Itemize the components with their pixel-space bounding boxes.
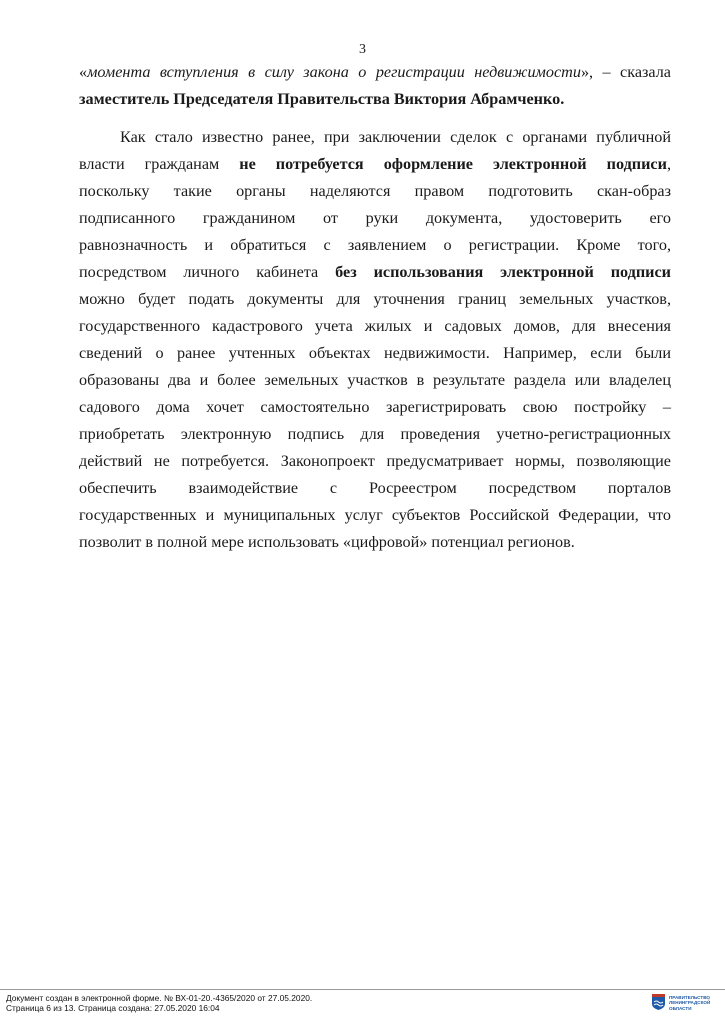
text-line: позволит в полной мере использовать «цифровой» потенциал регионов. — [79, 533, 575, 551]
text-line: можно будет подать документы для уточнения границ земельных участков, — [79, 290, 671, 308]
paragraph-main — [79, 124, 671, 556]
text-line: государственных и муниципальных услуг субъектов Российской Федерации, что — [79, 506, 671, 524]
italic-text: момента вступления в силу закона о регистрации недвижимости — [87, 63, 581, 81]
text-line: поскольку такие органы наделяются правом подготовить скан-образ — [79, 182, 671, 200]
text-line — [79, 259, 671, 286]
footer-notice — [6, 994, 312, 1013]
text-line — [79, 86, 671, 113]
text-line: садового дома хочет самостоятельно зарегистрировать свою постройку – — [79, 398, 671, 416]
text-span: », – сказала — [580, 63, 671, 81]
bold-text: без использования электронной подписи — [335, 263, 671, 281]
logo-line: ЛЕНИНГРАДСКОЙ — [669, 1000, 711, 1006]
text-line: обеспечить взаимодействие с Росреестром посредством порталов — [79, 479, 671, 497]
text-line — [79, 151, 671, 178]
text-line: «момента вступления в силу закона о регистрации недвижимости», – сказала — [79, 63, 671, 81]
coat-of-arms-icon — [652, 994, 665, 1010]
text-line: Как стало известно ранее, при заключении сделок с органами публичной — [120, 128, 671, 146]
text-line: равнозначность и обратиться с заявлением о регистрации. Кроме того, — [79, 236, 671, 254]
footer-line-document: Документ создан в электронной форме. № ВХ-01-20.-4365/2020 от 27.05.2020. — [6, 993, 313, 1003]
text-span: власти гражданам — [79, 155, 240, 173]
paragraph-quote-end — [79, 59, 671, 113]
logo-line: ОБЛАСТИ — [669, 1005, 692, 1011]
footer-divider — [0, 989, 725, 990]
text-line: приобретать электронную подпись для проведения учетно-регистрационных — [79, 425, 671, 443]
text-line: сведений о ранее учтенных объектах недвижимости. Например, если были — [79, 344, 671, 362]
footer-line-page: Страница 6 из 13. Страница создана: 27.05.2020 16:04 — [6, 1002, 220, 1013]
text-span: посредством личного кабинета — [79, 263, 336, 281]
text-line: действий не потребуется. Законопроект предусматривает нормы, позволяющие — [79, 452, 671, 470]
text-line: образованы два и более земельных участков в результате раздела или владелец — [79, 371, 671, 389]
government-logo — [652, 994, 722, 1016]
text-line: государственного кадастрового учета жилых и садовых домов, для внесения — [79, 317, 671, 335]
page-number: 3 — [359, 42, 366, 57]
bold-text: не потребуется оформление электронной подписи — [239, 155, 667, 173]
text-line: подписанного гражданином от руки документа, удостоверить его — [79, 209, 671, 227]
text-span: , — [666, 155, 671, 173]
bold-text: заместитель Председателя Правительства Виктория Абрамченко. — [79, 90, 565, 108]
logo-line: ПРАВИТЕЛЬСТВО — [669, 995, 710, 1000]
logo-text — [669, 995, 710, 1011]
